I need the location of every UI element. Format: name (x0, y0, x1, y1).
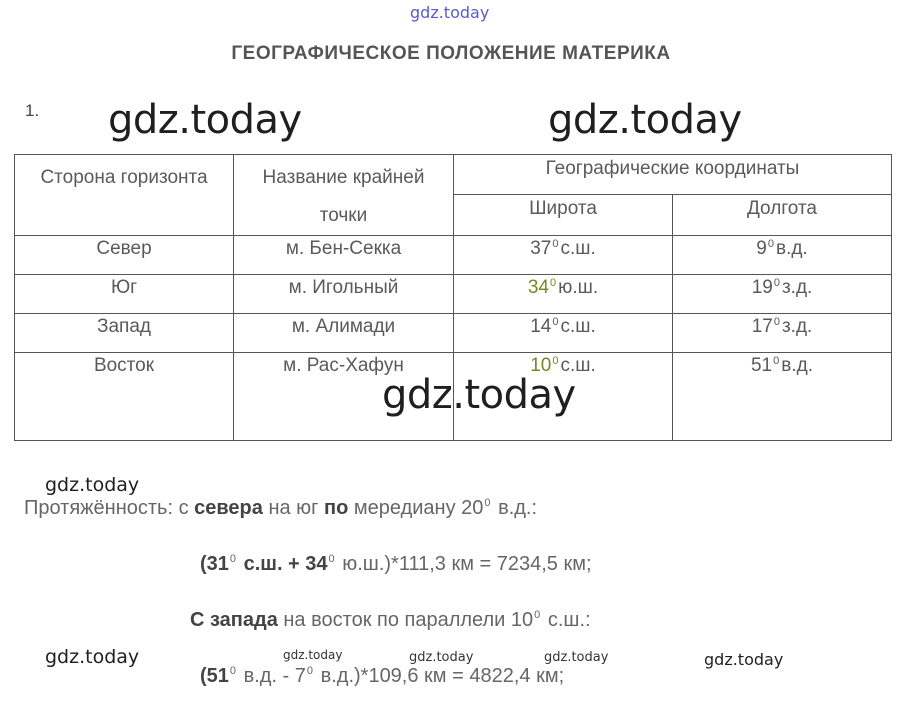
extent-west-east-intro: С запада на восток по параллели $10^0$ с.ш.: (190, 609, 591, 631)
degree-mark: 0 (306, 665, 314, 678)
cell-longitude (673, 353, 892, 441)
header-latitude-label: Широта (529, 197, 597, 219)
cell-side: Запад (15, 314, 234, 353)
header-point-line1: Название крайней (262, 167, 425, 188)
header-point-line2: точки (319, 205, 368, 226)
latitude-degrees: 37 (530, 238, 552, 259)
degree-mark: 0 (773, 354, 780, 367)
latitude-direction: с.ш. (560, 316, 596, 337)
cell-point: м. Рас-Хафун (234, 353, 454, 441)
longitude-direction: в.д. (781, 355, 813, 376)
watermark-tiny: gdz.today (409, 650, 474, 665)
longitude-degrees: 9 (756, 238, 767, 259)
degree-mark: 0 (552, 315, 559, 328)
longitude-direction: в.д. (775, 238, 808, 259)
cell-point: м. Алимади (234, 314, 454, 353)
longitude-degrees: 17 (751, 316, 773, 337)
longitude-direction: з.д. (781, 316, 813, 337)
degree-mark: 0 (767, 237, 774, 250)
longitude-degrees: 51 (750, 355, 773, 376)
cell-side: Север (15, 236, 234, 275)
table-row (15, 314, 892, 353)
table-row (15, 236, 892, 275)
header-side-label: Сторона горизонта (40, 167, 208, 188)
degree-mark: 0 (773, 315, 780, 328)
watermark-small: gdz.today (704, 650, 784, 669)
cell-side: Юг (15, 275, 234, 314)
cell-latitude (454, 236, 673, 275)
cell-point: м. Игольный (234, 275, 454, 314)
header-latitude (454, 194, 673, 235)
watermark-tiny: gdz.today (283, 648, 343, 662)
degree-mark: 0 (229, 553, 237, 566)
latitude-direction: с.ш. (560, 238, 596, 259)
table-row (15, 275, 892, 314)
degree-mark: 0 (552, 354, 559, 367)
watermark-big: gdz.today (382, 372, 576, 418)
header-longitude (673, 194, 892, 235)
task-number: 1. (25, 101, 40, 120)
longitude-direction: з.д. (781, 277, 813, 298)
latitude-degrees: 34 (527, 277, 549, 298)
cell-point: м. Бен-Секка (234, 236, 454, 275)
latitude-degrees: 14 (530, 316, 552, 337)
cell-latitude (454, 275, 673, 314)
latitude-direction: с.ш. (560, 355, 596, 376)
cell-latitude (454, 314, 673, 353)
watermark-small: gdz.today (45, 474, 140, 496)
degree-mark: 0 (549, 276, 557, 289)
degree-mark: 0 (552, 237, 559, 250)
cell-longitude (673, 275, 892, 314)
watermark-top: gdz.today (410, 3, 490, 22)
degree-mark: 0 (773, 276, 780, 289)
header-point-name (234, 155, 454, 236)
extent-north-south-calc: ($31^0$ с.ш. + $34^0$ ю.ш.)*111,3 км = 7234,5 км; (200, 553, 592, 575)
cell-longitude (673, 314, 892, 353)
cell-side: Восток (15, 353, 234, 441)
cell-longitude (673, 236, 892, 275)
degree-mark: 0 (534, 609, 541, 622)
header-coordinates (454, 155, 892, 195)
header-coordinates-label: Географические координаты (545, 158, 800, 179)
extent-north-south-intro: Протяжённость: с севера на юг по мередиану $20^0$ в.д.: (24, 497, 538, 519)
latitude-degrees: 10 (530, 355, 552, 376)
degree-mark: 0 (328, 553, 335, 566)
longitude-degrees: 19 (751, 277, 773, 298)
watermark-tiny: gdz.today (544, 650, 609, 665)
extent-west-east-calc: ($51^0$ в.д. - $7^0$ в.д.)*109,6 км = 4822,4 км; (200, 665, 565, 687)
header-longitude-label: Долгота (746, 197, 818, 219)
latitude-direction: ю.ш. (558, 277, 599, 298)
degree-mark: 0 (229, 665, 237, 678)
degree-mark: 0 (484, 497, 491, 510)
watermark-small: gdz.today (45, 646, 140, 668)
watermark-big: gdz.today (108, 97, 302, 143)
header-side (15, 155, 234, 236)
watermark-big: gdz.today (548, 97, 742, 143)
page-title: ГЕОГРАФИЧЕСКОЕ ПОЛОЖЕНИЕ МАТЕРИКА (231, 43, 671, 64)
